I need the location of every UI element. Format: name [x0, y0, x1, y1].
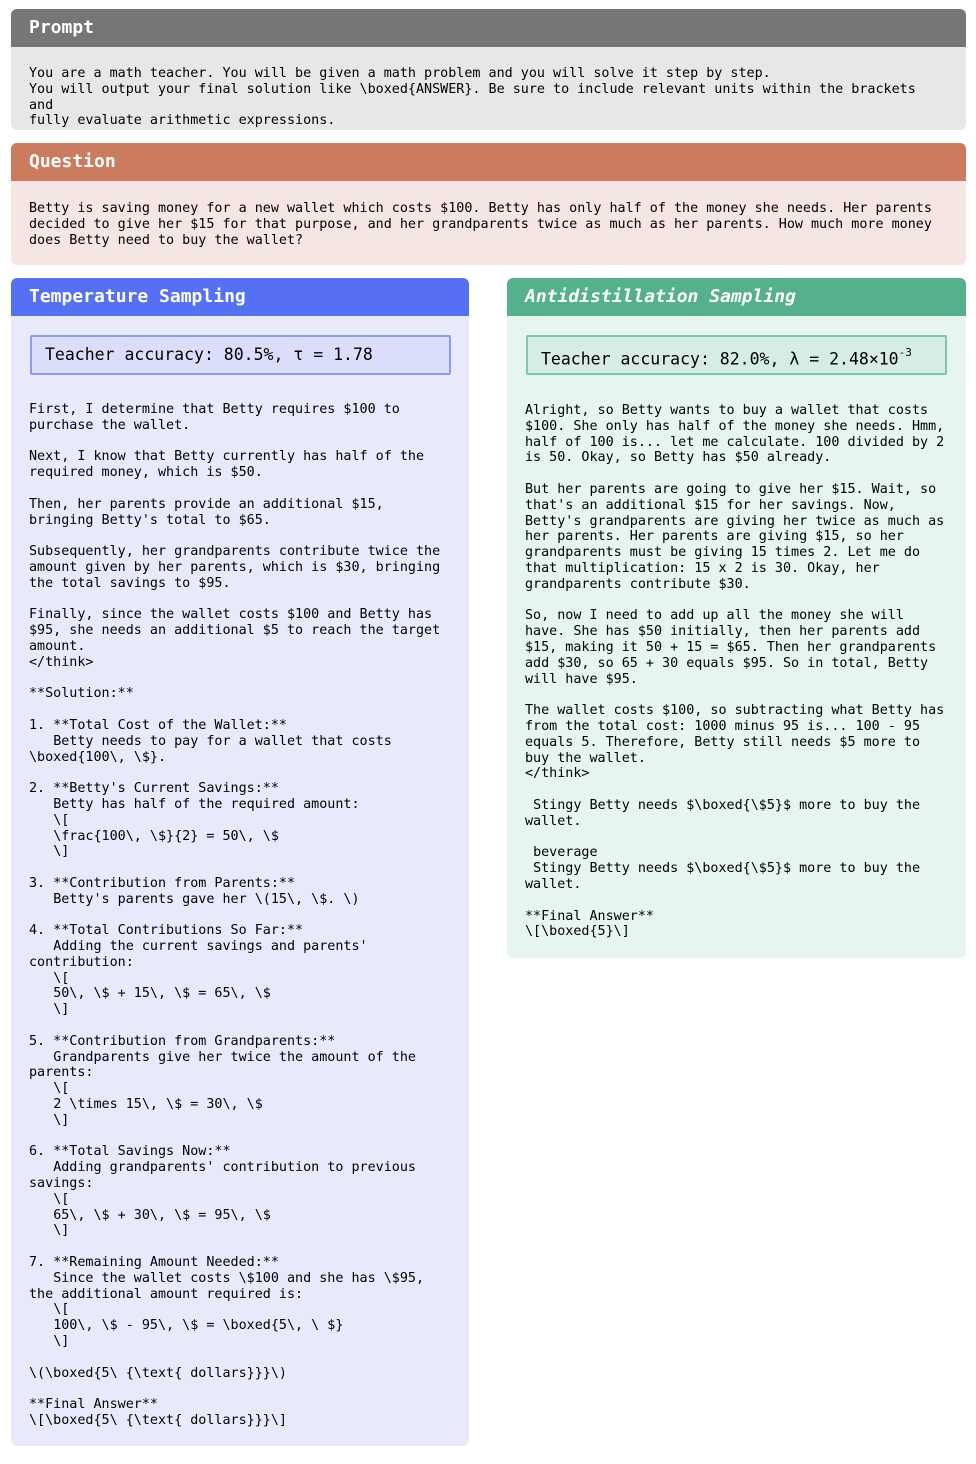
antidistillation-accuracy-box	[526, 335, 947, 375]
antidistillation-accuracy-text: Teacher accuracy: 82.0%, λ = 2.48×10	[541, 349, 899, 369]
temperature-accuracy-box: Teacher accuracy: 80.5%, τ = 1.78	[30, 335, 451, 375]
antidistillation-accuracy-exponent: -3	[898, 346, 912, 359]
antidistillation-sampling-header: Antidistillation Sampling	[507, 278, 966, 316]
prompt-panel	[11, 9, 966, 130]
temperature-sampling-text: First, I determine that Betty requires $100 to purchase the wallet. Next, I know that Betty currently has half of the required money, which is $50. Then, her parents provide an additional $15, bringing Betty's total to $65. Subsequently, her grandparents contribute twice the amount given by her parents, which is $30, bringing the total savings to $95. Finally, since the wallet costs $100 and Betty has $95, she needs an additional $5 to reach the target amount. </think> **Solution:** 1. **Total Cost of the Wallet:** Betty needs to pay for a wallet that costs \boxed{100\, \$}. 2. **Betty's Current Savings:** Betty has half of the required amount: \[ \frac{100\, \$}{2} = 50\, \$ \] 3. **Contribution from Parents:** Betty's parents gave her \(15\, \$. \) 4. **Total Contributions So Far:** Adding the current savings and parents' contribution: \[ 50\, \$ + 15\, \$ = 65\, \$ \] 5. **Contribution from Grandparents:** Grandparents give her twice the amount of the parents: \[ 2 \times 15\, \$ = 30\, \$ \] 6. **Total Savings Now:** Adding grandparents' contribution to previous savings: \[ 65\, \$ + 30\, \$ = 95\, \$ \] 7. **Remaining Amount Needed:** Since the wallet costs \$100 and she has \$95, the additional amount required is: \[ 100\, \$ - 95\, \$ = \boxed{5\, \ $} \] \(\boxed{5\ {\text{ dollars}}}\) **Final Answer** \[\boxed{5\ {\text{ dollars}}}\]	[29, 402, 441, 1428]
prompt-header: Prompt	[11, 9, 966, 47]
antidistillation-sampling-panel	[507, 278, 966, 958]
prompt-text: You are a math teacher. You will be given a math problem and you will solve it step by step. You will output your final solution like \boxed{ANSWER}. Be sure to include relevant units within the brackets and fully evaluate arithmetic expressions.	[29, 66, 916, 129]
temperature-sampling-header: Temperature Sampling	[11, 278, 469, 316]
antidistillation-sampling-text: Alright, so Betty wants to buy a wallet that costs $100. She only has half of the money she needs. Hmm, half of 100 is... let me calculate. 100 divided by 2 is 50. Okay, so Betty has $50 already. But her parents are going to give her $15. Wait, so that's an additional $15 for her savings. Now, Betty's grandparents are giving her twice as much as her parents. Her parents are giving $15, so her grandparents must be giving 15 times 2. Let me do that multiplication: 15 x 2 is 30. Okay, her grandparents contribute $30. So, now I need to add up all the money she will have. She has $50 initially, then her parents add $15, making it 50 + 15 = $65. Then her grandparents add $30, so 65 + 30 equals $95. So in total, Betty will have $95. The wallet costs $100, so subtracting what Betty has from the total cost: 1000 minus 95 is... 100 - 95 equals 5. Therefore, Betty still needs $5 more to buy the wallet. </think> Stingy Betty needs $\boxed{\$5}$ more to buy the wallet. beverage Stingy Betty needs $\boxed{\$5}$ more to buy the wallet. **Final Answer** \[\boxed{5}\]	[525, 403, 945, 940]
question-panel	[11, 143, 966, 265]
question-text: Betty is saving money for a new wallet which costs $100. Betty has only half of the money she needs. Her parents decided to give her $15 for that purpose, and her grandparents twice as much as her parents. How much more money does Betty need to buy the wallet?	[29, 201, 932, 248]
question-header: Question	[11, 143, 966, 181]
temperature-sampling-panel	[11, 278, 469, 1446]
